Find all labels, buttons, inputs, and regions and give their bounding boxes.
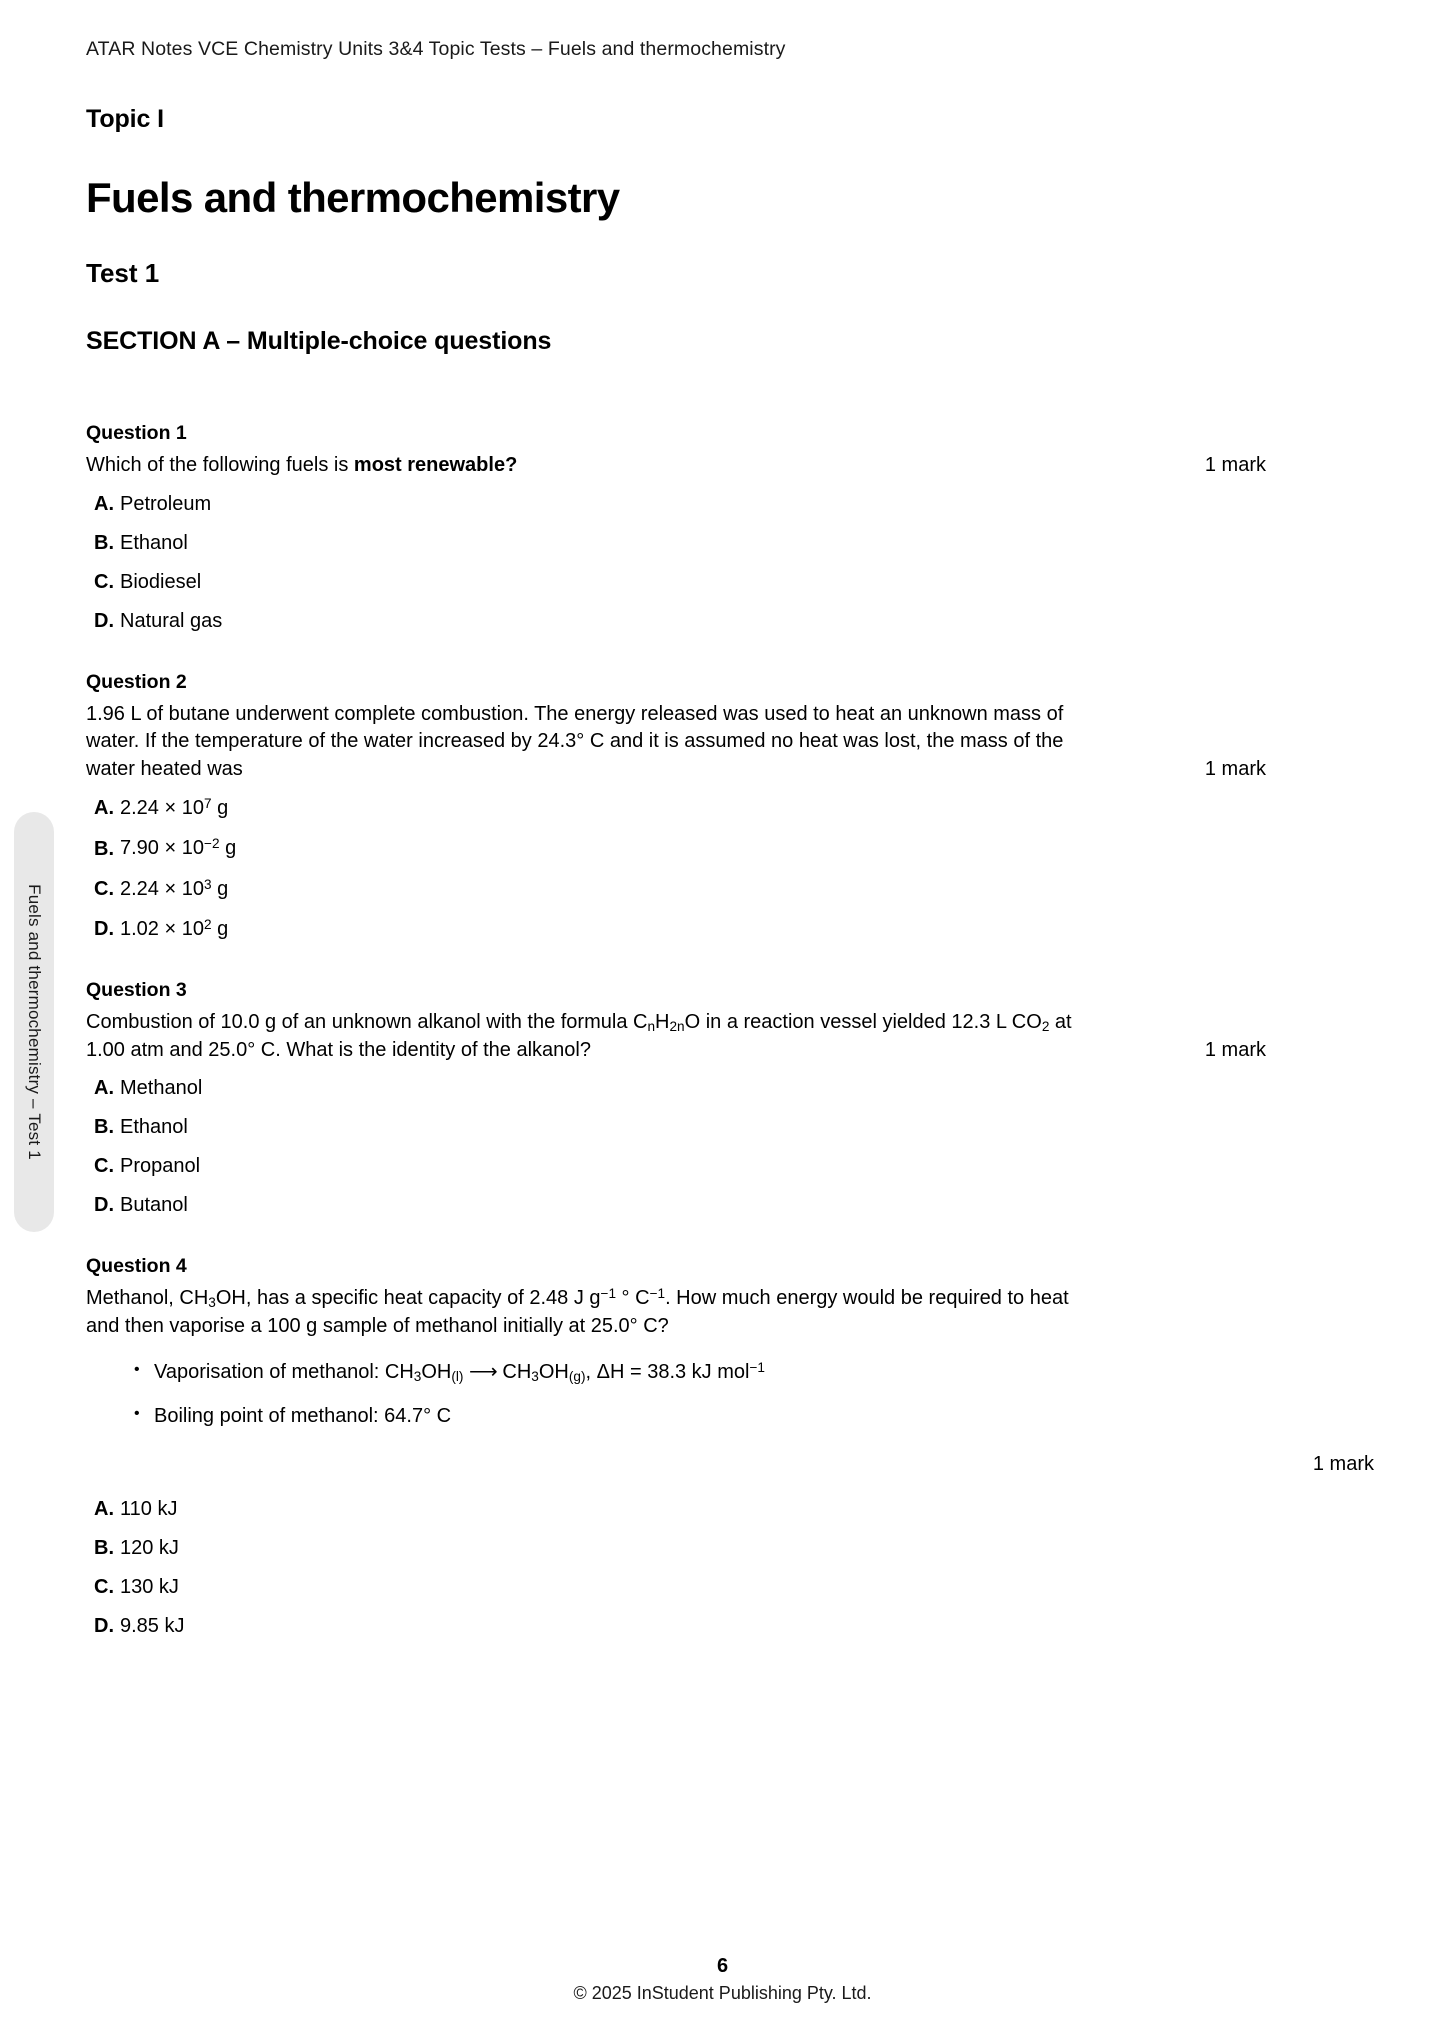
option-letter: C. bbox=[94, 877, 114, 900]
option-a[interactable] bbox=[86, 1499, 1374, 1519]
copyright-notice: © 2025 InStudent Publishing Pty. Ltd. bbox=[573, 1983, 872, 2003]
page-title: Fuels and thermochemistry bbox=[86, 174, 620, 221]
question-4-options bbox=[86, 1499, 1374, 1636]
option-mantissa: 2.24 bbox=[120, 797, 159, 820]
option-text: Butanol bbox=[120, 1194, 188, 1217]
section-heading: SECTION A – Multiple-choice questions bbox=[86, 327, 552, 355]
multiplication-icon: × bbox=[164, 797, 177, 820]
option-c[interactable] bbox=[86, 572, 1374, 592]
question-1-stem-emphasis: most renewable? bbox=[353, 454, 518, 476]
option-a[interactable]: A. $2.24 \times 10^7$ g bbox=[94, 796, 229, 820]
question-4-bullets bbox=[86, 1361, 1374, 1427]
side-tab-label: Fuels and thermochemistry – Test 1 bbox=[25, 884, 44, 1160]
q4-text-b: OH, has a specific heat capacity of 2.48 J g bbox=[215, 1287, 601, 1310]
bullet-text: Boiling point of methanol: 64.7° C bbox=[154, 1404, 452, 1427]
option-letter: C. bbox=[94, 570, 114, 593]
q4-text-a: Methanol, CH bbox=[86, 1287, 209, 1310]
option-letter: C. bbox=[94, 1155, 114, 1178]
bullet-sub-3b: 3 bbox=[531, 1368, 539, 1384]
question-2-stem bbox=[86, 701, 1266, 784]
question-4-marks: 1 mark bbox=[1312, 1452, 1374, 1475]
option-c[interactable] bbox=[86, 1156, 1374, 1176]
question-block-4 bbox=[86, 1255, 1374, 1635]
option-text: Ethanol bbox=[120, 531, 188, 554]
option-text: 130 kJ bbox=[120, 1575, 179, 1598]
question-1-label: Question 1 bbox=[86, 422, 187, 444]
option-unit: g bbox=[217, 917, 229, 940]
bullet-boiling-point bbox=[134, 1405, 1374, 1427]
question-4-label: Question 4 bbox=[86, 1255, 187, 1278]
option-unit: g bbox=[217, 877, 229, 900]
question-block-3 bbox=[86, 979, 1374, 1215]
option-letter: A. bbox=[94, 492, 114, 515]
option-letter: B. bbox=[94, 837, 114, 860]
option-b[interactable] bbox=[86, 1117, 1374, 1137]
bullet-sub-3: 3 bbox=[413, 1368, 422, 1384]
question-3-label: Question 3 bbox=[86, 978, 187, 1001]
option-d[interactable] bbox=[86, 611, 1374, 631]
reaction-arrow-icon: ⟶ bbox=[468, 1360, 497, 1383]
bullet-sup-minus1: −1 bbox=[749, 1359, 765, 1375]
question-2-marks: 1 mark bbox=[1204, 757, 1266, 780]
question-1-marks: 1 mark bbox=[1204, 454, 1266, 476]
bullet-sub-gas: (g) bbox=[568, 1368, 586, 1384]
option-d[interactable]: D. $1.02 \times 10^2$ g bbox=[94, 916, 229, 940]
option-a[interactable] bbox=[86, 494, 1374, 514]
option-unit: g bbox=[217, 797, 229, 820]
option-letter: A. bbox=[94, 1077, 114, 1100]
q3-sub-n: n bbox=[647, 1018, 655, 1034]
question-3-stem bbox=[86, 1009, 1266, 1064]
bullet-suffix: , ΔH = 38.3 kJ mol bbox=[585, 1360, 750, 1383]
option-letter: B. bbox=[94, 531, 114, 554]
bullet-vaporisation bbox=[134, 1361, 1374, 1385]
option-b[interactable] bbox=[86, 533, 1374, 553]
option-letter: D. bbox=[94, 609, 114, 632]
q3-text-a: Combustion of 10.0 g of an unknown alkanol with the formula C bbox=[86, 1010, 648, 1033]
q4-text-d: . How much energy would be required to heat bbox=[665, 1287, 1069, 1310]
question-block-1 bbox=[86, 422, 1374, 631]
question-1-options bbox=[86, 494, 1374, 631]
q4-sub-3: 3 bbox=[208, 1295, 216, 1311]
option-text: Methanol bbox=[120, 1077, 203, 1100]
option-text: 9.85 kJ bbox=[120, 1614, 185, 1637]
page-number: 6 bbox=[716, 1955, 729, 1977]
multiplication-icon: × bbox=[164, 837, 177, 860]
option-b[interactable]: B. $7.90 \times 10^{-2}$ g bbox=[94, 836, 237, 860]
question-2-options bbox=[86, 797, 1374, 938]
q4-sup-minus1b: −1 bbox=[649, 1286, 666, 1302]
page-content bbox=[86, 105, 1374, 1664]
question-2-line-3: water heated was bbox=[86, 757, 243, 780]
option-letter: A. bbox=[94, 1497, 114, 1520]
option-letter: D. bbox=[94, 917, 114, 940]
q3-text-c: O in a reaction vessel yielded 12.3 L CO bbox=[684, 1010, 1042, 1033]
q4-text-c: ° C bbox=[616, 1287, 650, 1310]
q3-text-d: at bbox=[1049, 1010, 1072, 1033]
option-text: Ethanol bbox=[120, 1116, 188, 1139]
option-mantissa: 2.24 bbox=[120, 877, 159, 900]
question-4-marks-row bbox=[86, 1453, 1374, 1481]
option-exponent: 7 bbox=[204, 796, 212, 812]
option-letter: D. bbox=[94, 1194, 114, 1217]
option-text: Biodiesel bbox=[120, 570, 202, 593]
option-unit: g bbox=[225, 837, 237, 860]
running-header: ATAR Notes VCE Chemistry Units 3&4 Topic Tests – Fuels and thermochemistry bbox=[86, 38, 786, 60]
question-block-2 bbox=[86, 671, 1374, 939]
option-letter: B. bbox=[94, 1536, 114, 1559]
option-a[interactable] bbox=[86, 1078, 1374, 1098]
bullet-sub-liquid: (l) bbox=[451, 1368, 464, 1384]
question-3-options bbox=[86, 1078, 1374, 1215]
q4-sup-minus1: −1 bbox=[600, 1286, 616, 1302]
option-text: 120 kJ bbox=[120, 1536, 179, 1559]
option-exponent: −2 bbox=[204, 836, 220, 852]
question-1-stem bbox=[86, 452, 1266, 480]
question-4-stem bbox=[86, 1285, 1266, 1340]
option-letter: A. bbox=[94, 797, 114, 820]
topic-label: Topic I bbox=[86, 105, 164, 133]
option-d[interactable] bbox=[86, 1616, 1374, 1636]
option-text: 110 kJ bbox=[120, 1497, 178, 1520]
option-text: Propanol bbox=[120, 1155, 201, 1178]
bullet-mid-oh2: OH bbox=[538, 1360, 569, 1383]
question-2-line-2: water. If the temperature of the water increased by 24.3° C and it is assumed no heat was lost, the mass of the bbox=[86, 730, 1064, 753]
option-letter: D. bbox=[94, 1614, 114, 1637]
question-4-line-1 bbox=[86, 1285, 1266, 1313]
question-3-marks: 1 mark bbox=[1204, 1038, 1266, 1061]
question-3-line-2: 1.00 atm and 25.0° C. What is the identity of the alkanol? bbox=[86, 1038, 591, 1061]
q3-sub-2n: 2n bbox=[669, 1018, 685, 1034]
option-letter: B. bbox=[94, 1116, 114, 1139]
option-text: Natural gas bbox=[120, 609, 223, 632]
question-2-label: Question 2 bbox=[86, 670, 187, 693]
question-1-stem-text: Which of the following fuels is bbox=[86, 454, 354, 476]
page-footer bbox=[0, 1955, 1445, 2004]
bullet-prefix: Vaporisation of methanol: CH bbox=[154, 1360, 414, 1383]
bullet-mid-ch: CH bbox=[502, 1360, 532, 1383]
option-letter: C. bbox=[94, 1575, 114, 1598]
question-4-line-2: and then vaporise a 100 g sample of methanol initially at 25.0° C? bbox=[86, 1314, 669, 1337]
question-3-line-1 bbox=[86, 1009, 1266, 1037]
test-label: Test 1 bbox=[86, 258, 160, 288]
question-2-line-1: 1.96 L of butane underwent complete combustion. The energy released was used to heat an unknown mass of bbox=[86, 702, 1064, 725]
option-text: Petroleum bbox=[120, 492, 212, 515]
option-d[interactable] bbox=[86, 1195, 1374, 1215]
option-b[interactable] bbox=[86, 1538, 1374, 1558]
multiplication-icon: × bbox=[164, 877, 177, 900]
option-exponent: 3 bbox=[204, 876, 212, 892]
q3-text-b: H bbox=[655, 1010, 670, 1033]
bullet-mid-oh: OH bbox=[421, 1360, 452, 1383]
option-mantissa: 7.90 bbox=[120, 837, 159, 860]
side-tab bbox=[14, 812, 54, 1232]
option-mantissa: 1.02 bbox=[120, 917, 159, 940]
option-c[interactable]: C. $2.24 \times 10^3$ g bbox=[94, 876, 229, 900]
multiplication-icon: × bbox=[164, 917, 177, 940]
q3-sub-2: 2 bbox=[1041, 1018, 1050, 1034]
option-c[interactable] bbox=[86, 1577, 1374, 1597]
option-exponent: 2 bbox=[204, 916, 212, 932]
